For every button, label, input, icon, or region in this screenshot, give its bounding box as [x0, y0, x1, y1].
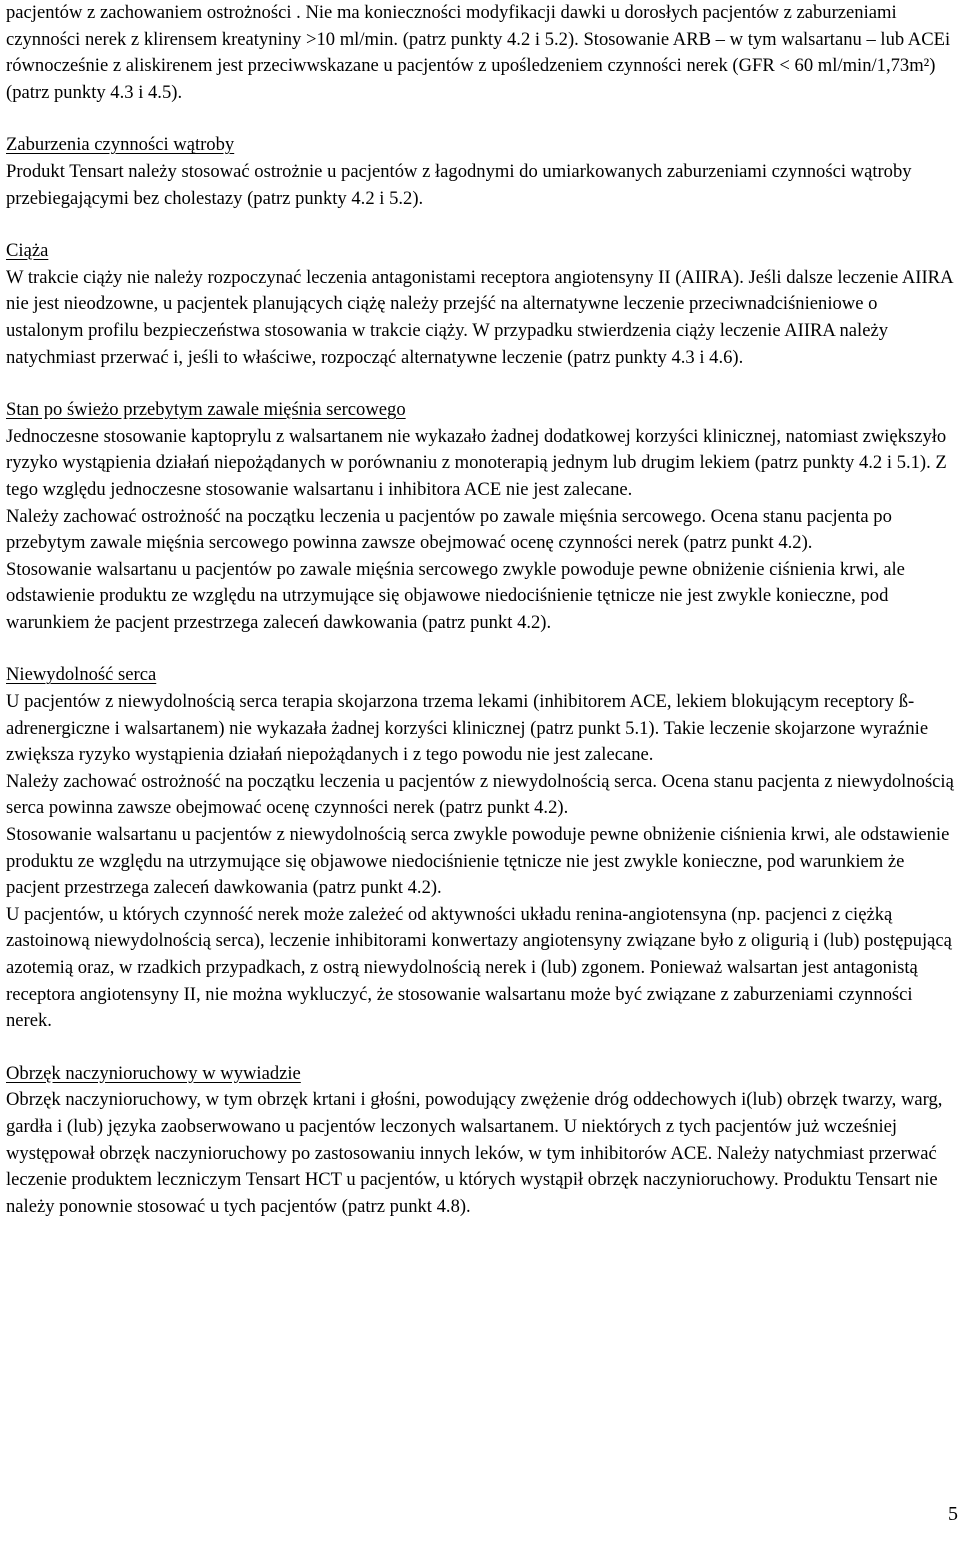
- paragraph: Należy zachować ostrożność na początku leczenia u pacjentów po zawale mięśnia sercowego. Ocena stanu pacjenta po przebytym zawale mięśnia sercowego powinna zawsze obejmować ocenę czynności nerek (patrz punkt 4.2).: [6, 505, 892, 554]
- section-myocardial-infarction: [6, 397, 954, 636]
- section-heading: Niewydolność serca: [6, 664, 157, 686]
- continuation-paragraph: pacjentów z zachowaniem ostrożności . Nie ma konieczności modyfikacji dawki u dorosłych pacjentów z zaburzeniami czynności nerek z klirensem kreatyniny >10 ml/min. (patrz punkty 4.2 i 5.2). Stosowanie ARB – w tym walsartanu – lub ACEi równocześnie z aliskirenem jest przeciwwskazane u pacjentów z upośledzeniem czynności nerek (GFR < 60 ml/min/1,73m²) (patrz punkty 4.3 i 4.5).: [6, 2, 951, 103]
- paragraph: Jednoczesne stosowanie kaptoprylu z walsartanem nie wykazało żadnej dodatkowej korzyści klinicznej, natomiast zwiększyło ryzyko wystąpienia działań niepożądanych w porównaniu z monoterapią jednym lub drugim lekiem (patrz punkty 4.2 i 5.1). Z tego względu jednoczesne stosowanie walsartanu i inhibitora ACE nie jest zalecane.: [6, 425, 947, 500]
- section-pregnancy: [6, 238, 954, 371]
- document-page: [6, 0, 954, 1220]
- section-heart-failure: [6, 662, 954, 1034]
- paragraph: U pacjentów z niewydolnością serca terapia skojarzona trzema lekami (inhibitorem ACE, lekiem blokującym receptory ß-adrenergiczne i walsartanem) nie wykazała żadnej korzyści klinicznej (patrz punkt 5.1). Takie leczenie skojarzone wyraźnie zwiększa ryzyko wystąpienia działań niepożądanych i z tego powodu nie jest zalecane.: [6, 691, 929, 766]
- paragraph: W trakcie ciąży nie należy rozpoczynać leczenia antagonistami receptora angiotensyny II (AIIRA). Jeśli dalsze leczenie AIIRA nie jest nieodzowne, u pacjentek planujących ciążę należy przejść na alternatywne leczenie przeciwnadciśnieniowe o ustalonym profilu bezpieczeństwa stosowania w trakcie ciąży. W przypadku stwierdzenia ciąży leczenie AIIRA należy natychmiast przerwać i, jeśli to właściwe, rozpocząć alternatywne leczenie (patrz punkty 4.3 i 4.6).: [6, 266, 953, 368]
- paragraph: Obrzęk naczynioruchowy, w tym obrzęk krtani i głośni, powodujący zwężenie dróg oddechowych i(lub) obrzęk twarzy, warg, gardła i (lub) języka zaobserwowano u pacjentów leczonych walsartanem. U niektórych z tych pacjentów już wcześniej występował obrzęk naczynioruchowy po zastosowaniu innych leków, w tym inhibitorów ACE. Należy natychmiast przerwać leczenie produktem leczniczym Tensart HCT u pacjentów, u których wystąpił obrzęk naczynioruchowy. Produktu Tensart nie należy ponownie stosować u tych pacjentów (patrz punkt 4.8).: [6, 1089, 943, 1217]
- section-heading: Obrzęk naczynioruchowy w wywiadzie: [6, 1062, 301, 1084]
- section-angioedema: [6, 1061, 954, 1221]
- section-liver: [6, 132, 954, 212]
- page-number: 5: [948, 1503, 958, 1525]
- paragraph: Stosowanie walsartanu u pacjentów po zawale mięśnia sercowego zwykle powoduje pewne obniżenie ciśnienia krwi, ale odstawienie produktu ze względu na utrzymujące się objawowe niedociśnienie tętnicze nie jest zwykle konieczne, pod warunkiem że pacjent przestrzega zaleceń dawkowania (patrz punkt 4.2).: [6, 558, 905, 633]
- section-heading: Ciąża: [6, 240, 49, 262]
- paragraph: Należy zachować ostrożność na początku leczenia u pacjentów z niewydolnością serca. Ocena stanu pacjenta z niewydolnością serca powinna zawsze obejmować ocenę czynności nerek (patrz punkt 4.2).: [6, 770, 954, 819]
- paragraph: Produkt Tensart należy stosować ostrożnie u pacjentów z łagodnymi do umiarkowanych zaburzeniami czynności wątroby przebiegającymi bez cholestazy (patrz punkty 4.2 i 5.2).: [6, 160, 912, 209]
- section-heading: Stan po świeżo przebytym zawale mięśnia sercowego: [6, 399, 406, 421]
- paragraph: Stosowanie walsartanu u pacjentów z niewydolnością serca zwykle powoduje pewne obniżenie ciśnienia krwi, ale odstawienie produktu ze względu na utrzymujące się objawowe niedociśnienie tętnicze nie jest zwykle konieczne, pod warunkiem że pacjent przestrzega zaleceń dawkowania (patrz punkt 4.2).: [6, 824, 950, 899]
- paragraph: U pacjentów, u których czynność nerek może zależeć od aktywności układu renina-angiotensyna (np. pacjenci z ciężką zastoinową niewydolnością serca), leczenie inhibitorami konwertazy angiotensyny związane było z oligurią i (lub) postępującą azotemią oraz, w rzadkich przypadkach, z ostrą niewydolnością nerek i (lub) zgonem. Ponieważ walsartan jest antagonistą receptora angiotensyny II, nie można wykluczyć, że stosowanie walsartanu może być związane z zaburzeniami czynności nerek.: [6, 903, 952, 1032]
- section-heading: Zaburzenia czynności wątroby: [6, 134, 235, 156]
